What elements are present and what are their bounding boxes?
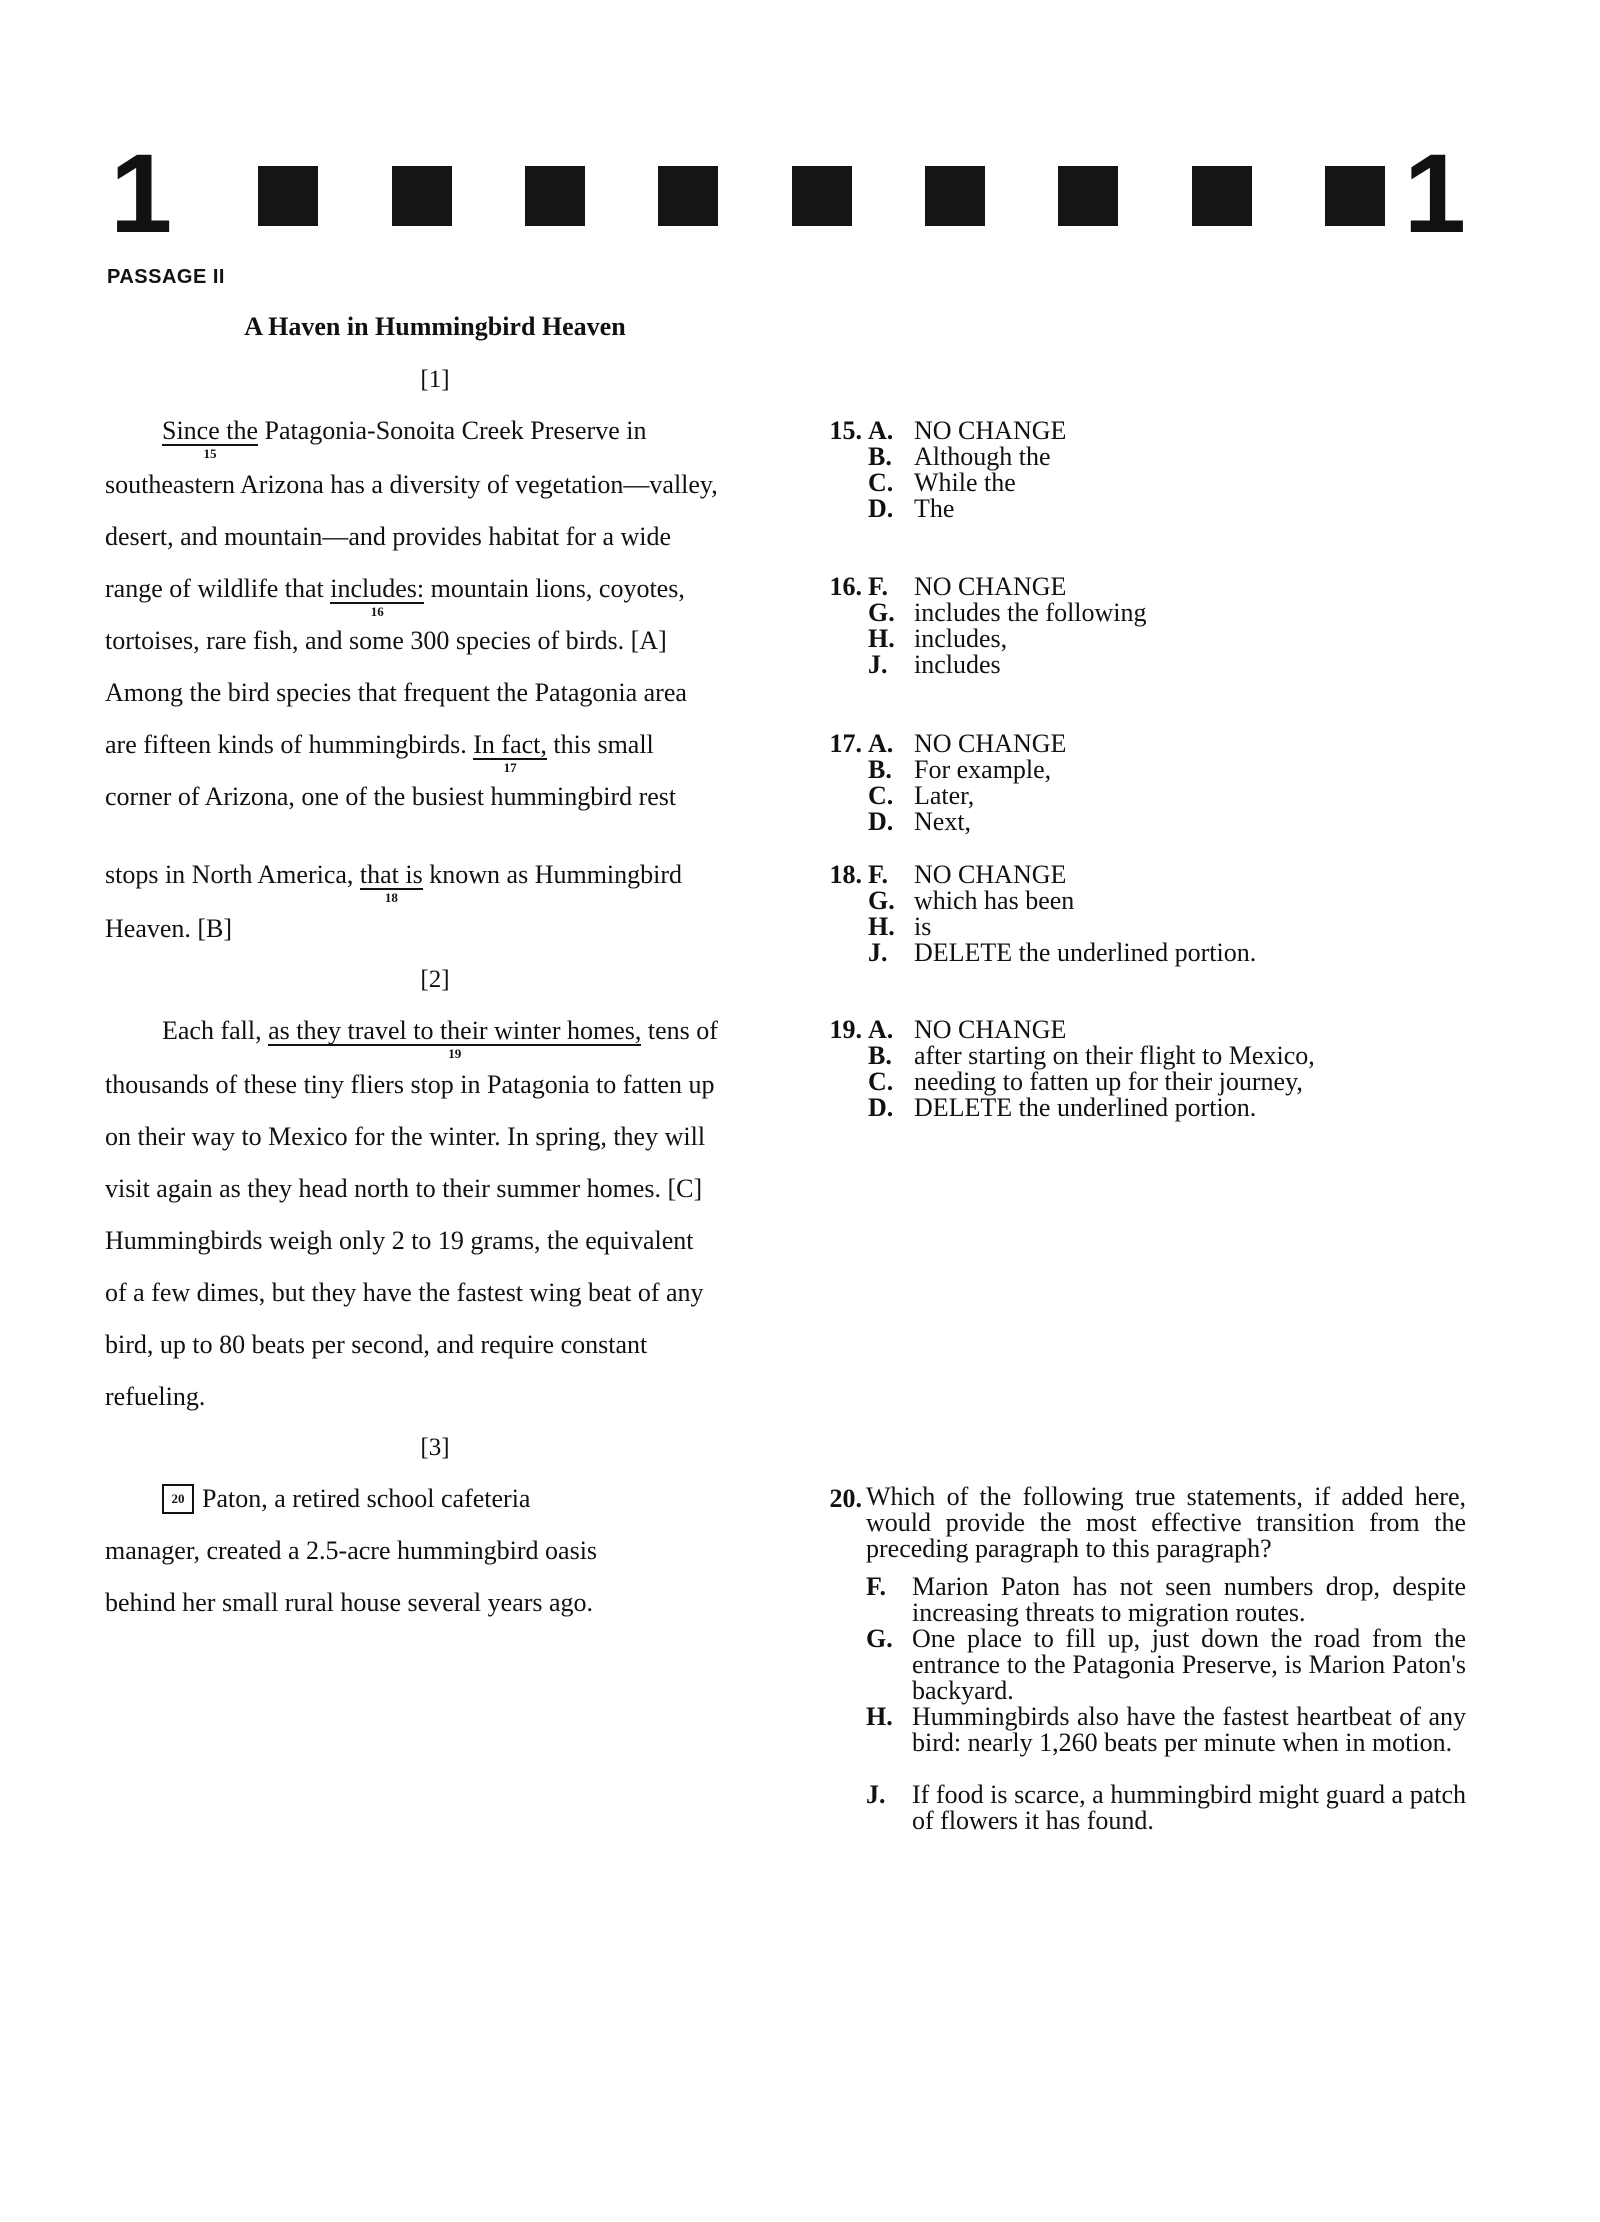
passage-line: refueling. [105,1382,206,1411]
underlined-portion-16[interactable]: includes: 16 [330,574,425,619]
paragraph-number: [1] [420,366,450,393]
passage-line: Hummingbirds weigh only 2 to 19 grams, the equivalent [105,1226,694,1255]
passage-line: Among the bird species that frequent the Patagonia area [105,678,687,707]
header-square [925,166,985,226]
passage-title: A Haven in Hummingbird Heaven [244,312,626,341]
passage-line: bird, up to 80 beats per second, and require constant [105,1330,648,1359]
passage-line: corner of Arizona, one of the busiest hummingbird rest [105,782,677,811]
passage-line: 20 Paton, a retired school cafeteria [162,1484,530,1516]
passage-line: tortoises, rare fish, and some 300 species of birds. [A] [105,626,667,655]
header-square [525,166,585,226]
passage-line: stops in North America, that is 18 known as Hummingbird [105,860,683,905]
underlined-portion-17[interactable]: In fact, 17 [473,730,547,775]
passage-line: on their way to Mexico for the winter. In spring, they will [105,1122,706,1151]
answer-option[interactable]: H. Hummingbirds also have the fastest heartbeat of any bird: nearly 1,260 beats per minute when in motion. [866,1702,1466,1757]
question-tag: 16 [370,604,384,619]
answer-option[interactable]: F. Marion Paton has not seen numbers drop, despite increasing threats to migration routes. [866,1572,1466,1627]
passage-line: are fifteen kinds of hummingbirds. In fact, 17 this small [105,730,654,775]
passage-line: Since the 15 Patagonia-Sonoita Creek Preserve in [162,416,647,461]
section-number-left: 1 [110,131,173,256]
paragraph-number: [2] [420,966,450,993]
passage-line: Each fall, as they travel to their winter homes, 19 tens of [162,1016,718,1061]
paragraph-number: [3] [420,1434,450,1461]
header-square [792,166,852,226]
passage-label: PASSAGE II [107,266,225,288]
underlined-portion-18[interactable]: that is 18 [359,860,423,905]
header-square [658,166,718,226]
question-tag: 19 [448,1046,462,1061]
question-tag: 18 [384,890,398,905]
question-tag: 15 [203,446,217,461]
answer-option[interactable]: G. One place to fill up, just down the road from the entrance to the Patagonia Preserve, is Marion Paton's backyard. [866,1624,1466,1705]
passage-line: of a few dimes, but they have the fastest wing beat of any [105,1278,704,1307]
passage-line: thousands of these tiny fliers stop in Patagonia to fatten up [105,1070,715,1099]
passage-line: manager, created a 2.5-acre hummingbird oasis [105,1536,598,1565]
underlined-portion-15[interactable]: Since the 15 [162,416,259,461]
passage-line: southeastern Arizona has a diversity of vegetation—valley, [105,470,718,499]
question-20-number: 20. [829,1484,862,1513]
passage-line: Heaven. [B] [105,914,233,943]
passage-line: visit again as they head north to their summer homes. [C] [105,1174,703,1203]
header-square [1058,166,1118,226]
answer-option[interactable]: J. If food is scarce, a hummingbird might guard a patch of flowers it has found. [866,1780,1466,1835]
passage-line: range of wildlife that includes: 16 mountain lions, coyotes, [105,574,685,619]
question-20-stem: Which of the following true statements, if added here, would provide the most effective transition from the preceding paragraph to this paragraph? [866,1482,1466,1563]
passage-line: behind her small rural house several years ago. [105,1588,594,1617]
header-square [1325,166,1385,226]
header-square [258,166,318,226]
section-header [110,131,1466,256]
section-number-right: 1 [1403,131,1466,256]
question-box-20[interactable]: 20 [162,1484,194,1514]
question-tag: 17 [503,760,517,775]
underlined-portion-19[interactable]: as they travel to their winter homes, 19 [268,1016,642,1061]
header-square [1192,166,1252,226]
header-square [392,166,452,226]
passage-line: desert, and mountain—and provides habitat for a wide [105,522,672,551]
